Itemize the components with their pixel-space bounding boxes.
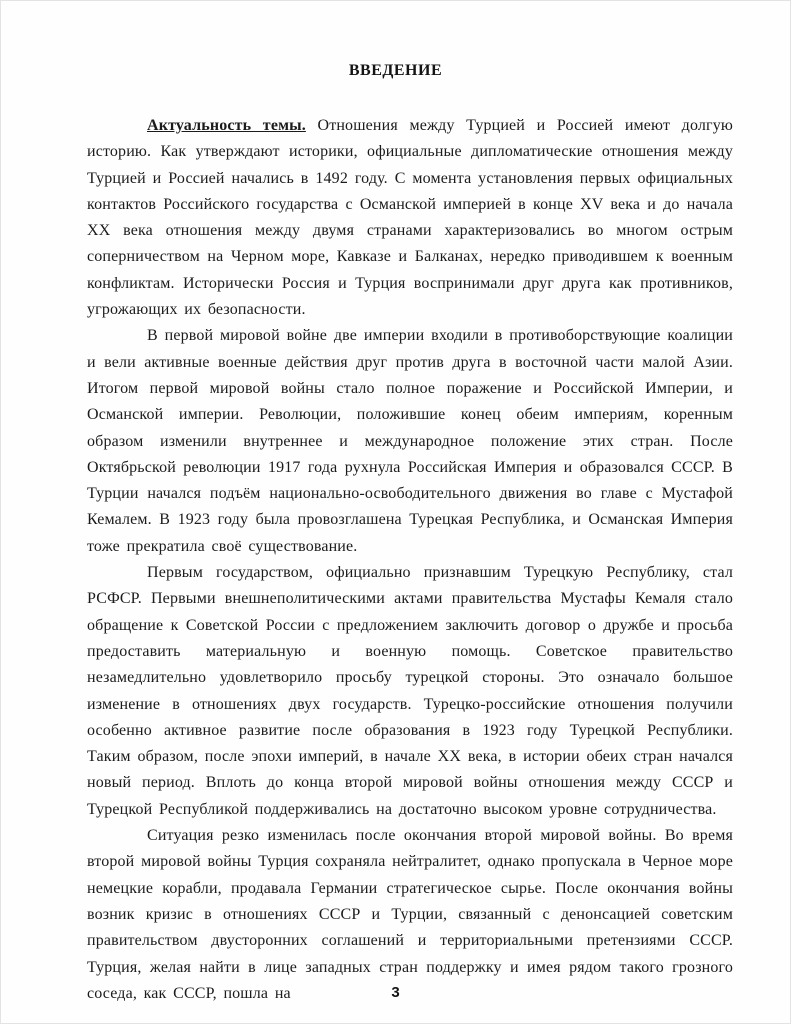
paragraph-lead: Актуальность темы. <box>147 117 306 134</box>
paragraph <box>87 323 733 560</box>
paragraph-text: Отношения между Турцией и Россией имеют долгую историю. Как утверждают историки, официальные дипломатические отношения между Турцией и Россией начались в 1492 году. С момента установления первых официальных контактов Российского государства с Османской империей в конце XV века и до начала XX века отношения между двумя странами характеризовались во многом острым соперничеством на Черном море, Кавказе и Балканах, нередко приводившем к военным конфликтам. Исторически Россия и Турция воспринимали друг друга как противников, угрожающих их безопасности. <box>87 117 733 319</box>
paragraph <box>87 113 733 323</box>
paragraph-text: Ситуация резко изменилась после окончания второй мировой войны. Во время второй мировой войны Турция сохраняла нейтралитет, однако пропускала в Черное море немецкие корабли, продавала Германии стратегическое сырье. После окончания войны возник кризис в отношениях СССР и Турции, связанный с денонсацией советским правительством двусторонних соглашений и территориальными претензиями СССР. Турция, желая найти в лице западных стран поддержку и имея рядом такого грозного соседа, как СССР, пошла на <box>87 827 733 1002</box>
paragraph-text: Первым государством, официально признавшим Турецкую Республику, стал РСФСР. Первыми внешнеполитическими актами правительства Мустафы Кемаля стало обращение к Советской России с предложением заключить договор о дружбе и просьба предоставить материальную и военную помощь. Советское правительство незамедлительно удовлетворило просьбу турецкой стороны. Это означало большое изменение в отношениях двух государств. Турецко-российские отношения получили особенно активное развитие после образования в 1923 году Турецкой Республики. Таким образом, после эпохи империй, в начале XX века, в истории обеих стран начался новый период. Вплоть до конца второй мировой войны отношения между СССР и Турецкой Республикой поддерживались на достаточно высоком уровне сотрудничества. <box>87 564 733 818</box>
page-number: 3 <box>391 984 400 1001</box>
paragraph <box>87 823 733 1007</box>
paragraph-text: В первой мировой войне две империи входили в противоборствующие коалиции и вели активные военные действия друг против друга в восточной части малой Азии. Итогом первой мировой войны стало полное поражение и Российской Империи, и Османской империи. Революции, положившие конец обеим империям, коренным образом изменили внутреннее и международное положение этих стран. После Октябрьской революции 1917 года рухнула Российская Империя и образовался СССР. В Турции начался подъём национально-освободительного движения во главе с Мустафой Кемалем. В 1923 году была провозглашена Турецкая Республика, и Османская Империя тоже прекратила своё существование. <box>87 327 733 555</box>
text-column <box>87 113 733 1007</box>
page-title: ВВЕДЕНИЕ <box>348 62 443 79</box>
paragraph <box>87 560 733 823</box>
